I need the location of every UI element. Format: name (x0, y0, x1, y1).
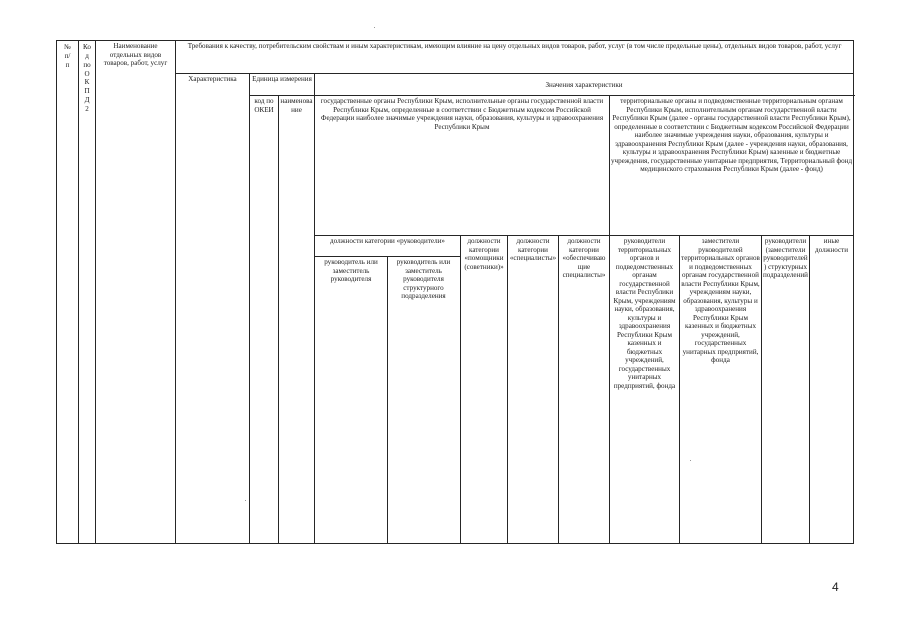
deputies-territorial: заместители руководителей территориальных органов и подведомственных органам государственной власти Республики Крым, учреждениям науки, образования, культуры и здравоохранения Республики Крым казенных и бюджетных учреждений, государственных унитарных предприятий, фонда (680, 236, 762, 544)
category-specialists: должности категории «специалисты» (508, 236, 559, 544)
other-positions: иные должности (810, 236, 854, 544)
leader-head: руководитель или заместитель руководителя (315, 257, 388, 543)
group-territorial-bodies: территориальные органы и подведомственные территориальным органам Республики Крым, исполнительным органам государственной власти Республики Крым (далее - органы государственной власти Республики Крым), определенные в соответствии с Бюджетным кодексом Российской Федерации наиболее значимые учреждения науки, образования, культуры и здравоохранения Республики Крым (далее - учреждения науки, образования, культуры и здравоохранения Республики Крым) казенные и бюджетные учреждения, государственные унитарные предприятия, Территориальный фонд медицинского страхования Республики Крым (далее - фонд) (610, 96, 854, 236)
scan-speck (245, 500, 246, 501)
heads-structural: руководители (заместители руководителей) структурных подразделений (762, 236, 810, 544)
category-assistants: должности категории «помощники (советники)» (461, 236, 508, 544)
header-unit-code: код по ОКЕИ (250, 96, 279, 544)
scan-speck (690, 460, 691, 461)
header-requirements: Требования к качеству, потребительским свойствам и иным характеристикам, имеющим влияние на цену отдельных видов товаров, работ, услуг (в том числе предельные цены), отдельных видов товаров, работ, услуг (176, 41, 854, 74)
category-support: должности категории «обеспечивающие специалисты» (559, 236, 610, 544)
header-values: Значения характеристики (315, 74, 854, 96)
header-item-name: Наименование отдельных видов товаров, работ, услуг (96, 41, 176, 544)
requirements-table (56, 40, 854, 544)
scan-speck (374, 27, 375, 28)
leader-dept: руководитель или заместитель руководителя структурного подразделения (396, 258, 451, 300)
page-number: 4 (832, 580, 839, 594)
header-characteristic: Характеристика (176, 74, 250, 544)
group-state-bodies: государственные органы Республики Крым, исполнительные органы государственной власти Республики Крым, определенные в соответствии с Бюджетным кодексом Российской Федерации наиболее значимые учреждения науки, образования, культуры и здравоохранения Республики Крым (315, 96, 610, 236)
header-okpd-code: Код по ОКПД 2 (79, 41, 96, 544)
header-unit-name: наименование (279, 96, 315, 544)
header-unit: Единица измерения (250, 74, 315, 96)
category-leaders (315, 236, 461, 544)
category-leaders-title: должности категории «руководители» (315, 236, 460, 257)
heads-territorial: руководители территориальных органов и подведомственных органам государственной власти Республики Крым, учреждениям науки, образования, культуры и здравоохранения Республики Крым казенных и бюджетных учреждений, государственных унитарных предприятий, фонда (610, 236, 680, 544)
header-row-number: № п/п (57, 41, 79, 544)
